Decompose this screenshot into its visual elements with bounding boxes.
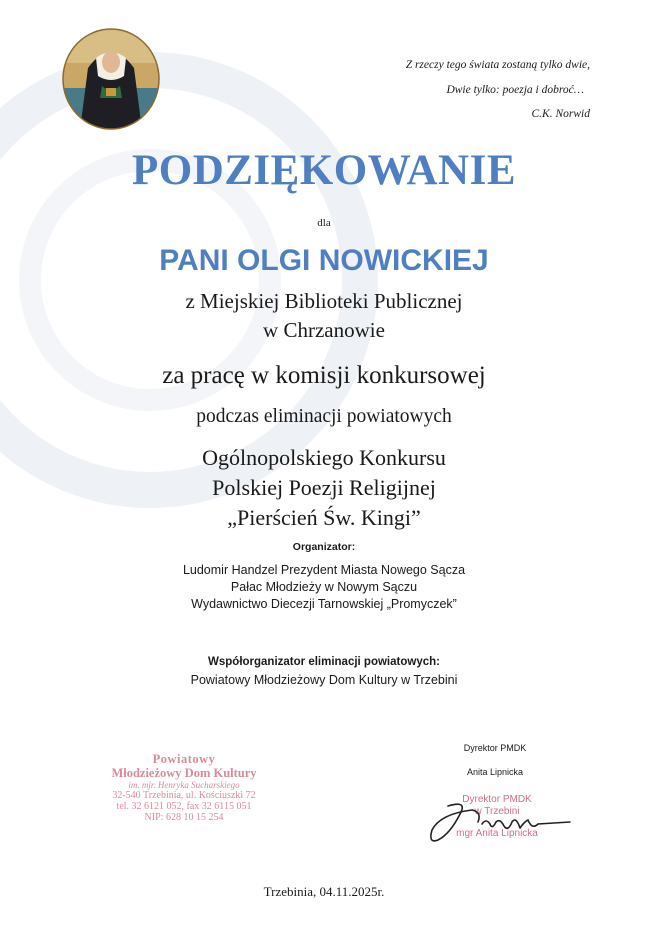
recipient-institution-line-2: w Chrzanowie [263, 318, 385, 342]
director-signature [420, 800, 580, 870]
director-stamp-line-3: mgr Anita Lipnicka [456, 828, 538, 839]
director-stamp-line-1: Dyrektor PMDK [462, 794, 532, 805]
organizer-item: Pałac Młodzieży w Nowym Sączu [230, 580, 418, 594]
contest-line-2: Polskiej Poezji Religijnej [212, 475, 436, 500]
context-text: podczas eliminacji powiatowych [196, 406, 452, 427]
organizer-item: Ludomir Handzel Prezydent Miasta Nowego Sącza [182, 563, 466, 577]
contest-line-1: Ogólnopolskiego Konkursu [202, 445, 446, 470]
motto-line-2: Dwie tylko: poezja i dobroć… [446, 84, 584, 96]
recipient-name: PANI OLGI NOWICKIEJ [159, 244, 489, 277]
stamp-line-4: 32-540 Trzebinia, ul. Kościuszki 72 [112, 790, 256, 801]
stamp-line-2: Młodzieżowy Dom Kultury [111, 766, 257, 780]
for-label: dla [317, 217, 331, 229]
motto-author: C.K. Norwid [531, 108, 590, 120]
stamp-line-1: Powiatowy [152, 752, 216, 766]
motto-line-1: Z rzeczy tego świata zostaną tylko dwie, [405, 59, 590, 71]
director-stamp-line-2: w Trzebini [474, 806, 520, 817]
co-organizer-name: Powiatowy Młodzieżowy Dom Kultury w Trzebini [190, 673, 458, 687]
stamp-line-3: im. mjr. Henryka Sucharskiego [128, 780, 240, 790]
organizer-label: Organizator: [292, 541, 356, 553]
certificate-title: PODZIĘKOWANIE [131, 147, 516, 194]
contest-line-3: „Pierścień Św. Kingi” [227, 505, 421, 530]
stamp-line-5: tel. 32 6121 052, fax 32 6115 051 [116, 801, 252, 812]
director-name: Anita Lipnicka [466, 767, 524, 777]
co-organizer-label: Współorganizator eliminacji powiatowych: [208, 656, 440, 668]
organizer-item: Wydawnictwo Diecezji Tarnowskiej „Promyczek” [191, 597, 457, 611]
place-and-date: Trzebinia, 04.11.2025r. [263, 884, 385, 899]
recipient-institution-line-1: z Miejskiej Biblioteki Publicznej [185, 289, 463, 313]
stamp-line-6: NIP: 628 10 15 254 [144, 812, 224, 823]
institution-stamp [84, 752, 284, 823]
director-title: Dyrektor PMDK [463, 743, 527, 753]
saint-portrait-image [62, 28, 160, 130]
reason-text: za pracę w komisji konkursowej [162, 362, 486, 389]
